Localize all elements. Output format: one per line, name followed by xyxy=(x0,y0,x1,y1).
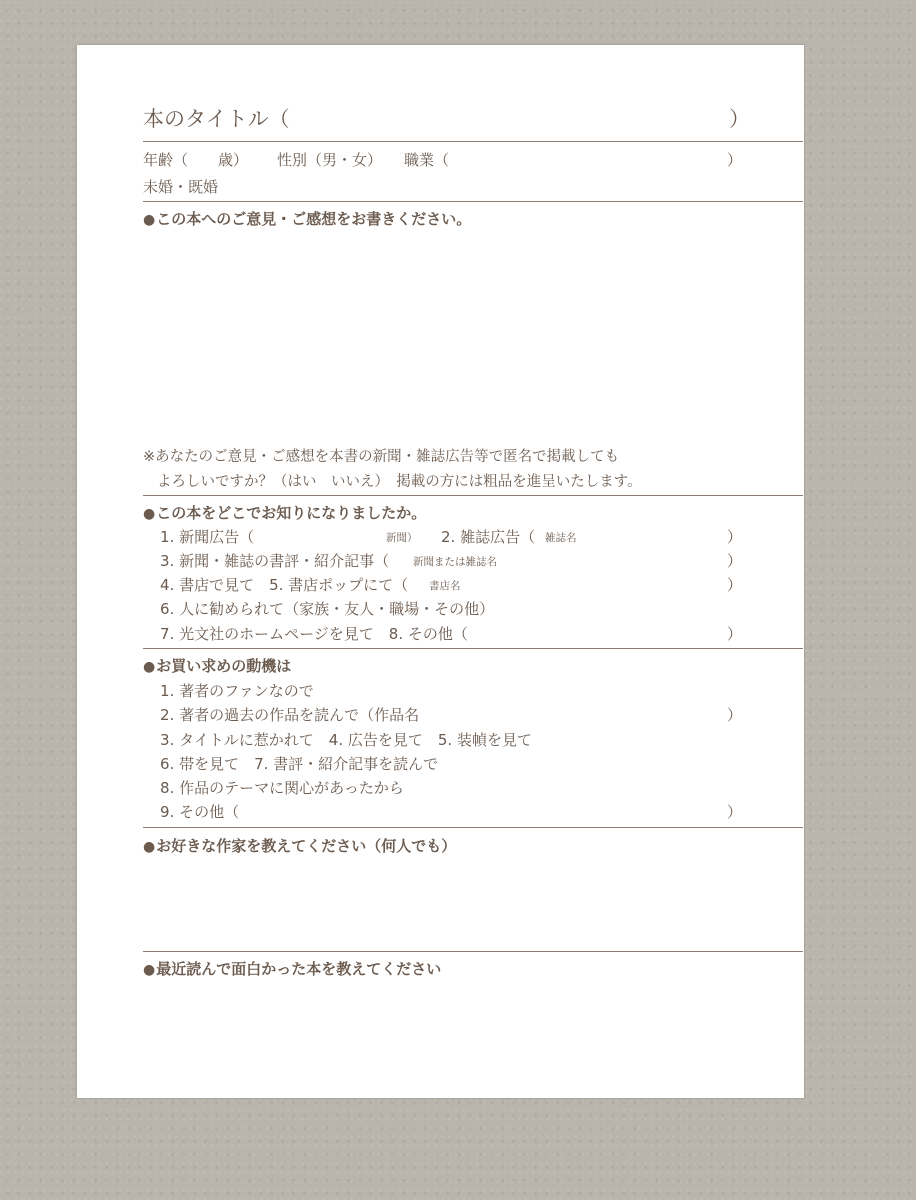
sex-field-label: 性別（男・女） xyxy=(277,151,383,169)
motive-option-theme: 8. 作品のテーマに関心があったから xyxy=(160,779,404,797)
source-option-newspaper-ad: 1. 新聞広告（ xyxy=(160,528,255,546)
questionnaire-card xyxy=(77,45,804,1098)
source-option-review: 3. 新聞・雑誌の書評・紹介記事（ xyxy=(160,552,390,570)
publication-consent-note-2: よろしいですか？（はい いいえ） 掲載の方には粗品を進呈いたします。 xyxy=(157,474,642,490)
bullet-icon: ● xyxy=(143,839,156,855)
bookstore-name-hint: 書店名 xyxy=(429,580,461,592)
divider xyxy=(143,495,803,496)
close-paren: ） xyxy=(727,528,743,546)
source-option-homepage: 7. 光文社のホームページを見て 8. その他（ xyxy=(160,625,468,643)
book-title-label: 本のタイトル（ xyxy=(143,107,290,131)
question-recent-books-heading: ●最近読んで面白かった本を教えてください xyxy=(143,960,442,978)
question-source-heading: ●この本をどこでお知りになりましたか。 xyxy=(143,504,427,522)
motive-option-title-ad-design: 3. タイトルに惹かれて 4. 広告を見て 5. 装幀を見て xyxy=(160,731,532,749)
bullet-icon: ● xyxy=(143,212,156,228)
marital-status-label: 未婚・既婚 xyxy=(143,178,219,196)
motive-option-band-review: 6. 帯を見て 7. 書評・紹介記事を読んで xyxy=(160,755,439,773)
motive-option-fan: 1. 著者のファンなので xyxy=(160,682,314,700)
publication-consent-note-1: ※あなたのご意見・ご感想を本書の新聞・雑誌広告等で匿名で掲載しても xyxy=(143,449,620,465)
occupation-field-label: 職業（ xyxy=(404,151,450,169)
bullet-icon: ● xyxy=(143,506,156,522)
age-field-label: 年齢（ 歳） xyxy=(143,151,249,169)
review-source-hint: 新聞または雑誌名 xyxy=(413,556,497,568)
book-title-close: ） xyxy=(729,107,750,131)
question-motive-heading: ●お買い求めの動機は xyxy=(143,657,292,675)
question-opinion-heading: ●この本へのご意見・ご感想をお書きください。 xyxy=(143,210,472,228)
motive-option-past-works: 2. 著者の過去の作品を読んで（作品名 xyxy=(160,706,420,724)
divider xyxy=(143,648,803,649)
close-paren: ） xyxy=(727,706,743,724)
occupation-close: ） xyxy=(727,151,743,169)
divider xyxy=(143,141,803,142)
source-option-magazine-ad: 2. 雑誌広告（ xyxy=(441,528,536,546)
bullet-icon: ● xyxy=(143,962,156,978)
newspaper-name-hint: 新聞） xyxy=(386,532,418,544)
divider xyxy=(143,951,803,952)
question-favorite-authors-heading: ●お好きな作家を教えてください（何人でも） xyxy=(143,837,457,855)
divider xyxy=(143,201,803,202)
close-paren: ） xyxy=(727,625,743,643)
source-option-recommendation: 6. 人に勧められて（家族・友人・職場・その他） xyxy=(160,600,495,618)
magazine-name-hint: 雑誌名 xyxy=(545,532,577,544)
divider xyxy=(143,827,803,828)
close-paren: ） xyxy=(727,803,743,821)
bullet-icon: ● xyxy=(143,659,156,675)
motive-option-other: 9. その他（ xyxy=(160,803,240,821)
source-option-bookstore: 4. 書店で見て 5. 書店ポップにて（ xyxy=(160,576,409,594)
close-paren: ） xyxy=(727,576,743,594)
close-paren: ） xyxy=(727,552,743,570)
